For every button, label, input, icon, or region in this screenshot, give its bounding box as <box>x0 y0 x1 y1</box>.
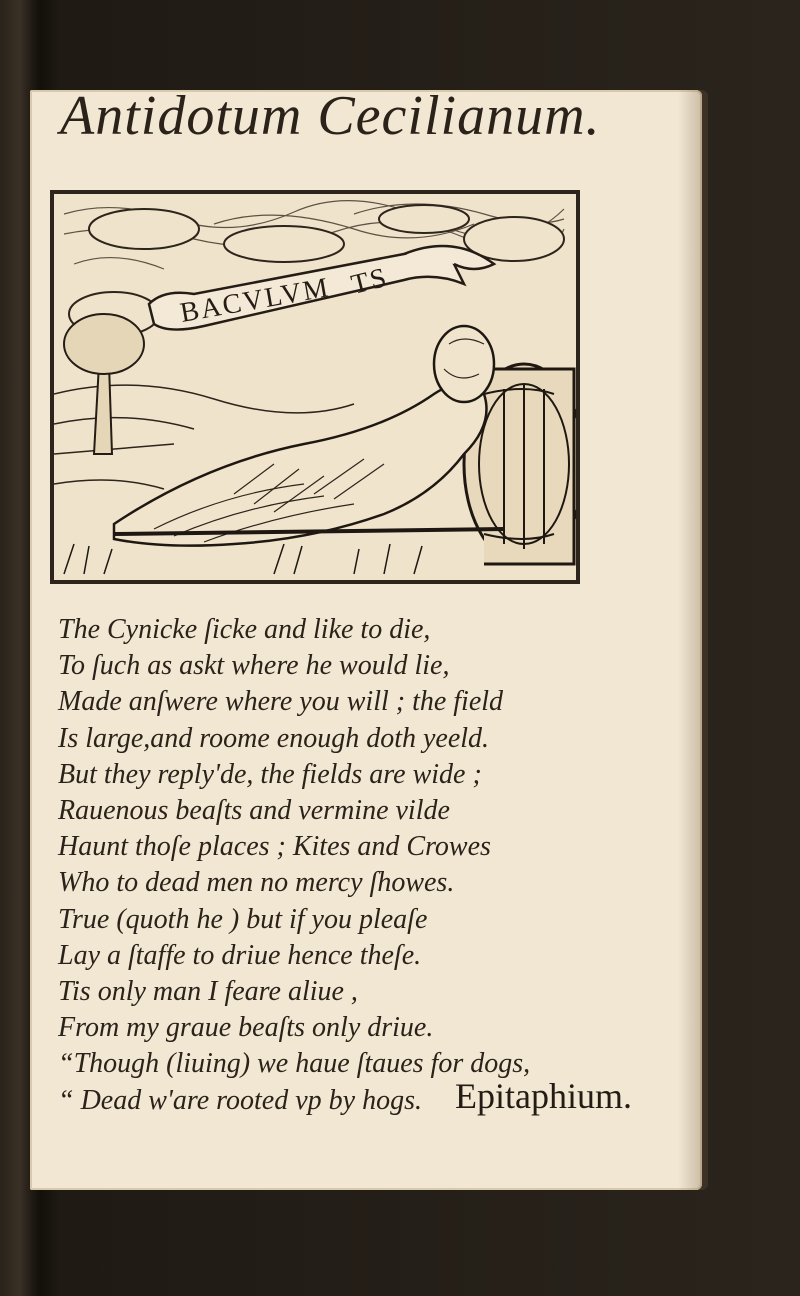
woodcut-banner-text: BACVLVM <box>177 272 333 329</box>
verse-line: From my graue beaſts only driue. <box>58 1012 434 1044</box>
verse-line: The Cynicke ſicke and like to die, <box>58 614 431 645</box>
woodcut-banner-extra-text: TS <box>348 261 392 301</box>
verse-line: Haunt thoſe places ; Kites and Crowes <box>58 831 491 863</box>
verse-line: “ Dead w'are rooted vp by hogs. <box>58 1084 422 1116</box>
verse-line: Tis only man I feare aliue , <box>58 976 358 1008</box>
verse-line: Lay a ſtaffe to driue hence theſe. <box>58 939 422 971</box>
catchword: Epitaphium. <box>455 1076 632 1116</box>
verse-line: Is large,and roome enough doth yeeld. <box>58 722 490 754</box>
verse-line: But they reply'de, the fields are wide ; <box>58 758 482 790</box>
running-title: Antidotum Cecilianum. <box>60 85 601 147</box>
verse-line: True (quoth he ) but if you pleaſe <box>58 903 428 935</box>
verse-line: Made anſwere where you will ; the field <box>58 686 504 718</box>
verse-line: Who to dead men no mercy ſhowes. <box>58 867 455 899</box>
verse-line: “Though (liuing) we haue ſtaues for dogs, <box>58 1048 531 1080</box>
verse-line: Rauenous beaſts and vermine vilde <box>58 795 450 827</box>
woodcut-illustration <box>50 190 580 584</box>
verse-stanza <box>58 612 578 1119</box>
verse-line: To ſuch as askt where he would lie, <box>58 650 450 682</box>
woodcut-image <box>54 194 576 580</box>
